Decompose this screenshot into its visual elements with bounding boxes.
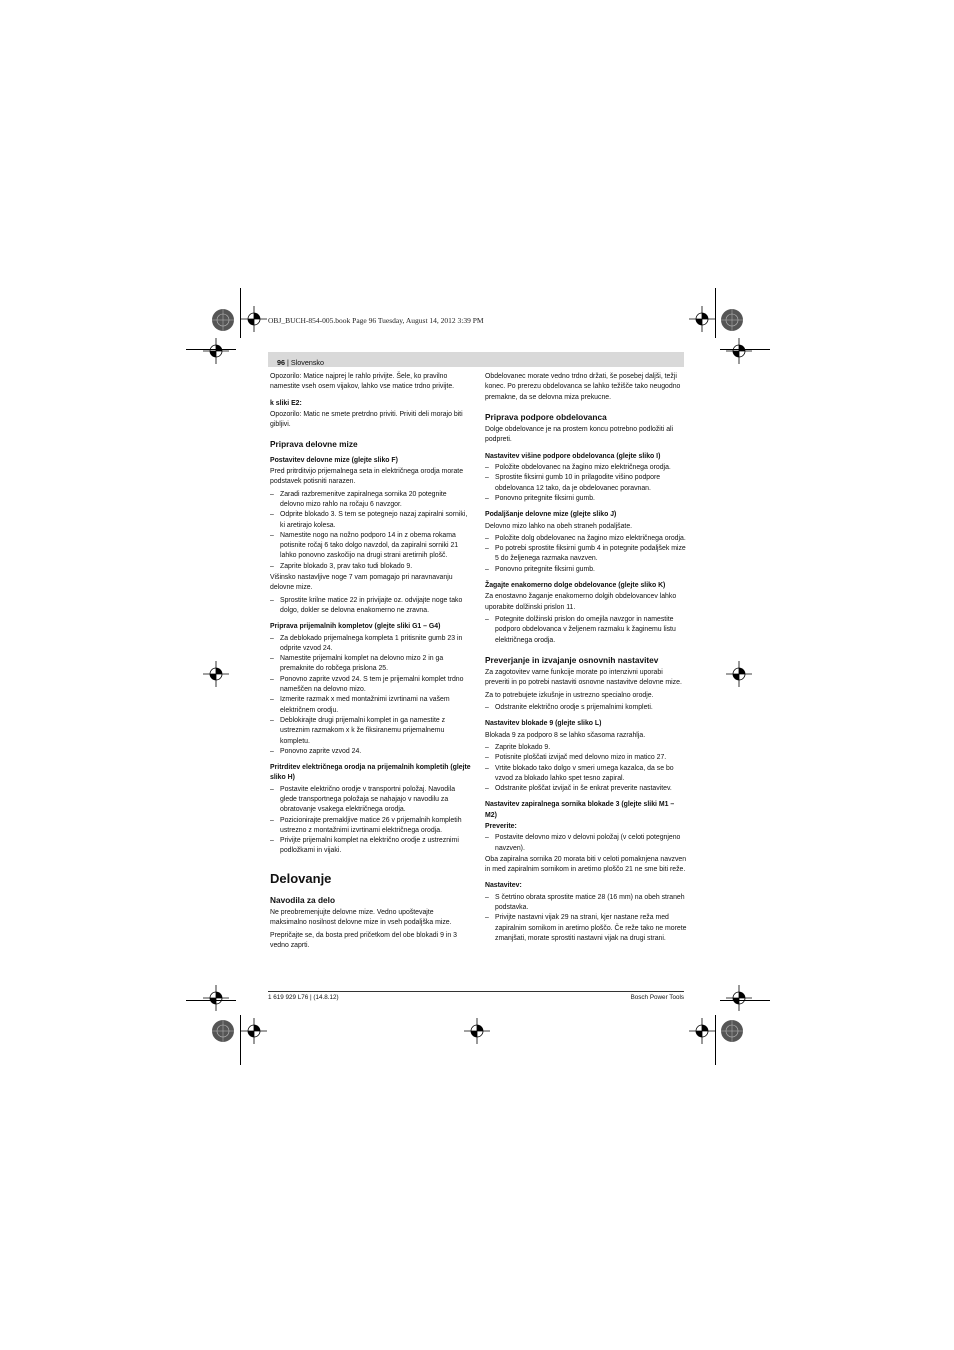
crosshair-icon (241, 306, 267, 332)
page-header (268, 352, 684, 367)
list (485, 893, 687, 944)
list (270, 785, 472, 857)
subheading: Nastavitev: (485, 882, 522, 890)
right-column (485, 372, 687, 945)
list-item: – S četrtino obrata sprostite matice 28 (16 mm) na obeh straneh podstavka. (485, 893, 687, 914)
list-item: – Namestite prijemalni komplet na delovno mizo 2 in ga premaknite do robčega prislona 25. (270, 654, 472, 675)
list-item: – Zaprite blokado 3, prav tako tudi blokado 9. (270, 562, 472, 572)
list-item: – Potegnite dolžinski prislon do omejila navzgor in namestite podporo obdelovanca v željenem razmaku k žaginemu listu električnega orodja. (485, 615, 687, 646)
section-name: | Slovensko (287, 358, 325, 367)
registration-circle-icon (719, 1018, 745, 1044)
paragraph: Pred pritrditvijo prijemalnega seta in električnega orodja morate podstavek potisniti narazen. (270, 468, 464, 486)
paragraph: Za to potrebujete izkušnje in ustrezno specialno orodje. (485, 691, 654, 699)
list-item: – Ponovno pritegnite fiksirni gumb. (485, 494, 687, 504)
subheading: Žagajte enakomerno dolge obdelovance (glejte sliko K) (485, 582, 666, 590)
subheading: Nastavitev blokade 9 (glejte sliko L) (485, 720, 602, 728)
list (270, 596, 472, 617)
list-item: – Za deblokado prijemalnega kompleta 1 pritisnite gumb 23 in odprite vzvod 24. (270, 634, 472, 655)
list-item: – Odstranite električno orodje s prijemalnimi kompleti. (485, 703, 687, 713)
registration-circle-icon (210, 1018, 236, 1044)
list-item: – Postavite delovno mizo v delovni položaj (v celoti potegnjeno navzven). (485, 833, 687, 854)
paragraph: Opozorilo: Matic ne smete pretrdno priviti. Priviti deli morajo biti gibljivi. (270, 410, 463, 429)
paragraph: Za zagotovitev varne funkcije morate po intenzivni uporabi preveriti in po potrebi nastaviti osnovne nastavitve delovne mize. (485, 669, 682, 687)
paragraph: Za enostavno žaganje enakomerno dolgih obdelovancev lahko uporabite dolžinski prislon 11. (485, 593, 677, 611)
paragraph: Blokada 9 za podporo 8 se lahko sčasoma razrahlja. (485, 731, 646, 739)
subheading: Nastavitev zapiralnega sornika blokade 3 (glejte sliki M1 – M2) (485, 801, 675, 819)
paragraph: Ne preobremenjujte delovne mize. Vedno upoštevajte maksimalno nosilnost delovne mize in vseh podaljška mize. (270, 909, 452, 927)
subheading: Preverite: (485, 822, 517, 830)
list-item: – Ponovno zaprite vzvod 24. (270, 747, 472, 757)
list-item: – Položite dolg obdelovanec na žagino mizo električnega orodja. (485, 534, 687, 544)
list-item: – Privijte prijemalni komplet na električno orodje z ustreznimi podložkami in vijaki. (270, 836, 472, 857)
paragraph: Opozorilo: Matice najprej le rahlo privijte. Šele, ko pravilno namestite vseh osem vijakov, lahko vse matice trdno privijte. (270, 373, 455, 391)
chapter-heading: Delovanje (270, 870, 332, 886)
list-item: – Potisnite ploščati izvijač med delovno mizo in matico 27. (485, 753, 687, 763)
page-footer (268, 991, 684, 1001)
crosshair-icon (689, 306, 715, 332)
list-item: – Namestite nogo na nožno podporo 14 in z obema rokama potisnite ročaj 6 tako dolgo navzdol, da zapiralni sorniki 21 lahko ponovno zaskočijo na drugi strani aretirnih plošč. (270, 531, 472, 562)
crosshair-icon (726, 338, 752, 364)
subheading: Postavitev delovne mize (glejte sliko F) (270, 456, 398, 464)
section-heading: Priprava delovne mize (270, 439, 358, 450)
list-item: – Pozicionirajte premakljive matice 26 v prijemalnih kompletih ustrezno z montažnimi izvrtinami električnega orodja. (270, 816, 472, 837)
list (270, 634, 472, 758)
crosshair-icon (203, 985, 229, 1011)
list-item: – Vrtite blokado tako dolgo v smeri urnega kazalca, da se bo vzvod za blokado lahko spet tesno zapiral. (485, 764, 687, 785)
list-item: – Ponovno pritegnite fiksirni gumb. (485, 565, 687, 575)
list-item: – Položite obdelovanec na žagino mizo električnega orodja. (485, 463, 687, 473)
crosshair-icon (689, 1018, 715, 1044)
subheading: Nastavitev višine podpore obdelovanca (glejte sliko I) (485, 452, 661, 460)
list-item: – Odprite blokado 3. S tem se potegnejo nazaj zapiralni sorniki, ki aretirajo kolesa. (270, 510, 472, 531)
list-item: – Odstranite ploščat izvijač in še enkrat preverite nastavitev. (485, 784, 687, 794)
paragraph: Višinsko nastavljive noge 7 vam pomagajo pri naravnavanju delovne mize. (270, 574, 453, 592)
file-slug: OBJ_BUCH-854-005.book Page 96 Tuesday, August 14, 2012 3:39 PM (268, 316, 484, 325)
list (485, 703, 687, 713)
subheading: k sliki E2: (270, 399, 302, 407)
list (485, 743, 687, 794)
list-item: – Zaradi razbremenitve zapiralnega sornika 20 potegnite delovno mizo rahlo na ročaju 6 navzgor. (270, 490, 472, 511)
paragraph: Oba zapiralna sornika 20 morata biti v celoti pomaknjena navzven in med zapiralnim sornikom in aretirno ploščo 21 ne sme biti reže. (485, 855, 687, 874)
subheading: Podaljšanje delovne mize (glejte sliko J) (485, 511, 617, 519)
paragraph: Dolge obdelovance je na prostem koncu potrebno podložiti ali podpreti. (485, 426, 674, 444)
registration-circle-icon (210, 307, 236, 333)
crosshair-icon (464, 1018, 490, 1044)
crosshair-icon (203, 338, 229, 364)
list-item: – Deblokirajte drugi prijemalni komplet in ga namestite z ustreznim razmakom x k že fiksiranemu prijemalnemu kompletu. (270, 716, 472, 747)
list (485, 534, 687, 575)
registration-circle-icon (719, 307, 745, 333)
paragraph: Delovno mizo lahko na obeh straneh podaljšate. (485, 522, 633, 530)
list-item: – Po potrebi sprostite fiksirni gumb 4 in potegnite podaljšek mize 5 do željenega razmaka navzven. (485, 544, 687, 565)
subheading: Pritrditev električnega orodja na prijemalnih kompletih (glejte sliko H) (270, 764, 471, 782)
list-item: – Postavite električno orodje v transportni položaj. Navodila glede transportnega položaja se nahajajo v navodilu za obratovanje vsakega električnega orodja. (270, 785, 472, 816)
crosshair-icon (726, 985, 752, 1011)
crosshair-icon (241, 1018, 267, 1044)
section-heading: Preverjanje in izvajanje osnovnih nastavitev (485, 654, 659, 665)
paragraph: Obdelovanec morate vedno trdno držati, še posebej daljši, težji konec. Po prerezu obdelovanca se lahko težišče tako neugodno premakne, da se delovna miza prekucne. (485, 373, 681, 401)
list-item: – Zaprite blokado 9. (485, 743, 687, 753)
list (270, 490, 472, 572)
list-item: – Izmerite razmak x med montažnimi izvrtinami na vašem električnem orodju. (270, 695, 472, 716)
list (485, 615, 687, 646)
list (485, 833, 687, 854)
footer-brand: Bosch Power Tools (630, 994, 684, 1001)
list-item: – Ponovno zaprite vzvod 24. S tem je prijemalni komplet trdno nameščen na delovno mizo. (270, 675, 472, 696)
list-item: – Privijte nastavni vijak 29 na strani, kjer nastane reža med zapiralnim sornikom in aretirno ploščo. Če reže tako ne morete zmanjšati, morate sprostiti nastavni vijak na drugi strani. (485, 913, 687, 944)
crosshair-icon (203, 661, 229, 687)
list-item: – Sprostite krilne matice 22 in privijajte oz. odvijajte noge tako dolgo, dokler se delovna enakomerno ne zravna. (270, 596, 472, 617)
subheading: Priprava prijemalnih kompletov (glejte sliki G1 – G4) (270, 623, 441, 631)
list-item: – Sprostite fiksirni gumb 10 in prilagodite višino podpore obdelovanca 12 tako, da je obdelovanec poravnan. (485, 473, 687, 494)
crosshair-icon (726, 661, 752, 687)
page-number: 96 (277, 358, 285, 367)
footer-code: 1 619 929 L76 | (14.8.12) (268, 994, 339, 1001)
list (485, 463, 687, 504)
section-heading: Navodila za delo (270, 894, 336, 905)
section-heading: Priprava podpore obdelovanca (485, 411, 607, 422)
left-column (270, 372, 472, 953)
paragraph: Prepričajte se, da bosta pred pričetkom del obe blokadi 9 in 3 vedno zaprti. (270, 931, 457, 949)
